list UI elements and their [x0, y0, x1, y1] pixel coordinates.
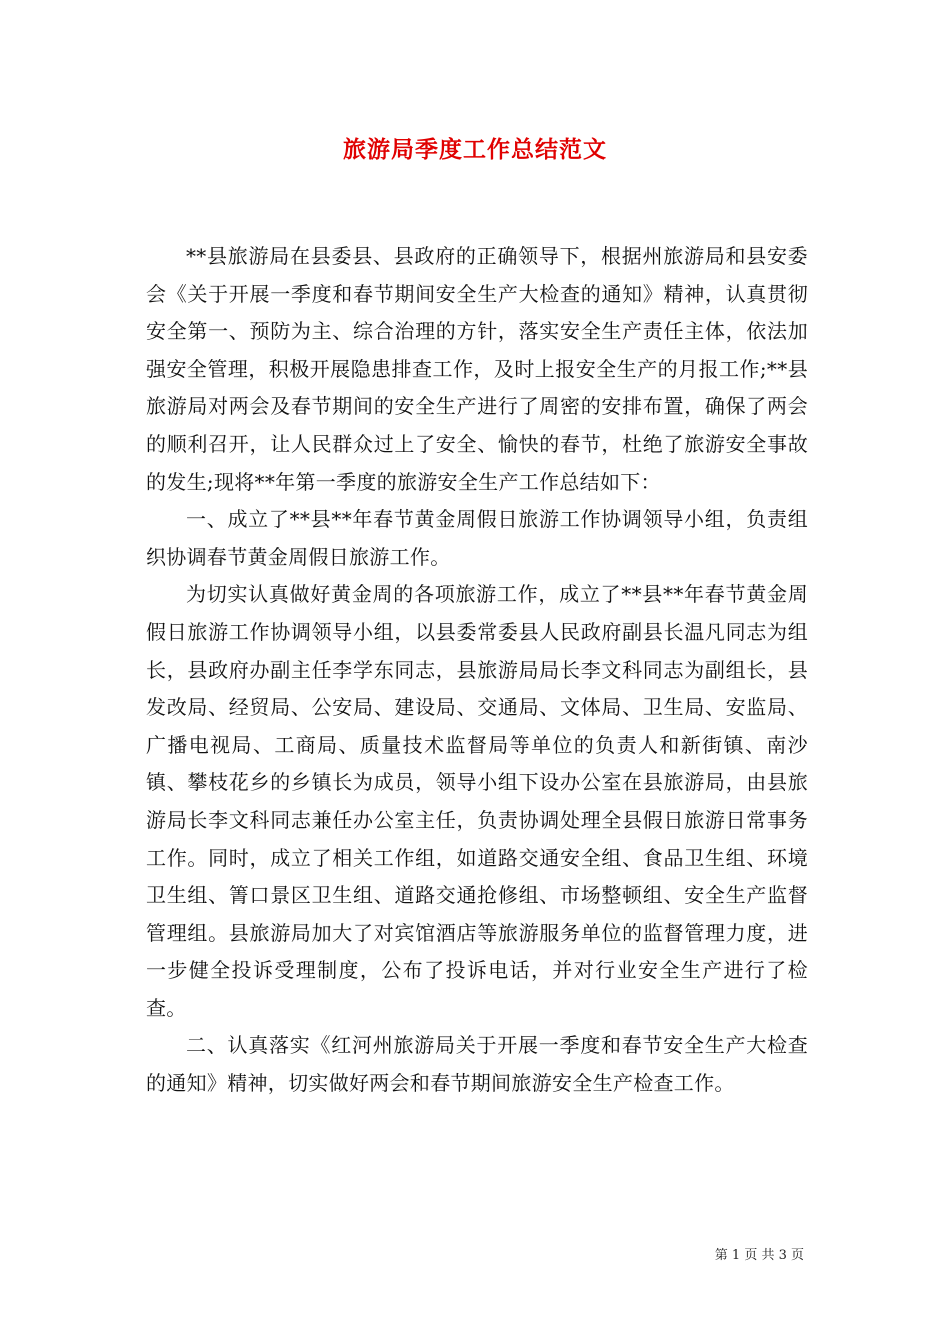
paragraph-section-1-body: 为切实认真做好黄金周的各项旅游工作，成立了**县**年春节黄金周假日旅游工作协调领导小组，以县委常委县人民政府副县长温凡同志为组长，县政府办副主任李学东同志，县旅游局局长李文科同志为副组长，县发改局、经贸局、公安局、建设局、交通局、文体局、卫生局、安监局、广播电视局、工商局、质量技术监督局等单位的负责人和新街镇、南沙镇、攀枝花乡的乡镇长为成员，领导小组下设办公室在县旅游局，由县旅游局长李文科同志兼任办公室主任，负责协调处理全县假日旅游日常事务工作。同时，成立了相关工作组，如道路交通安全组、食品卫生组、环境卫生组、箐口景区卫生组、道路交通抢修组、市场整顿组、安全生产监督管理组。县旅游局加大了对宾馆酒店等旅游服务单位的监督管理力度，进一步健全投诉受理制度，公布了投诉电话，并对行业安全生产进行了检查。	[146, 582, 808, 1020]
paragraph-section-2-heading: 二、认真落实《红河州旅游局关于开展一季度和春节安全生产大检查的通知》精神，切实做好两会和春节期间旅游安全生产检查工作。	[146, 1033, 808, 1096]
document-title: 旅游局季度工作总结范文	[343, 136, 607, 163]
paragraph-intro: **县旅游局在县委县、县政府的正确领导下，根据州旅游局和县安委会《关于开展一季度和春节期间安全生产大检查的通知》精神，认真贯彻安全第一、预防为主、综合治理的方针，落实安全生产责任主体，依法加强安全管理，积极开展隐患排查工作，及时上报安全生产的月报工作;**县旅游局对两会及春节期间的安全生产进行了周密的安排布置，确保了两会的顺利召开，让人民群众过上了安全、愉快的春节，杜绝了旅游安全事故的发生;现将**年第一季度的旅游安全生产工作总结如下：	[146, 244, 808, 494]
page-number-footer: 第 1 页 共 3 页	[714, 1248, 804, 1263]
paragraph-section-1-heading: 一、成立了**县**年春节黄金周假日旅游工作协调领导小组，负责组织协调春节黄金周假日旅游工作。	[146, 507, 808, 569]
document-body	[146, 238, 808, 1103]
